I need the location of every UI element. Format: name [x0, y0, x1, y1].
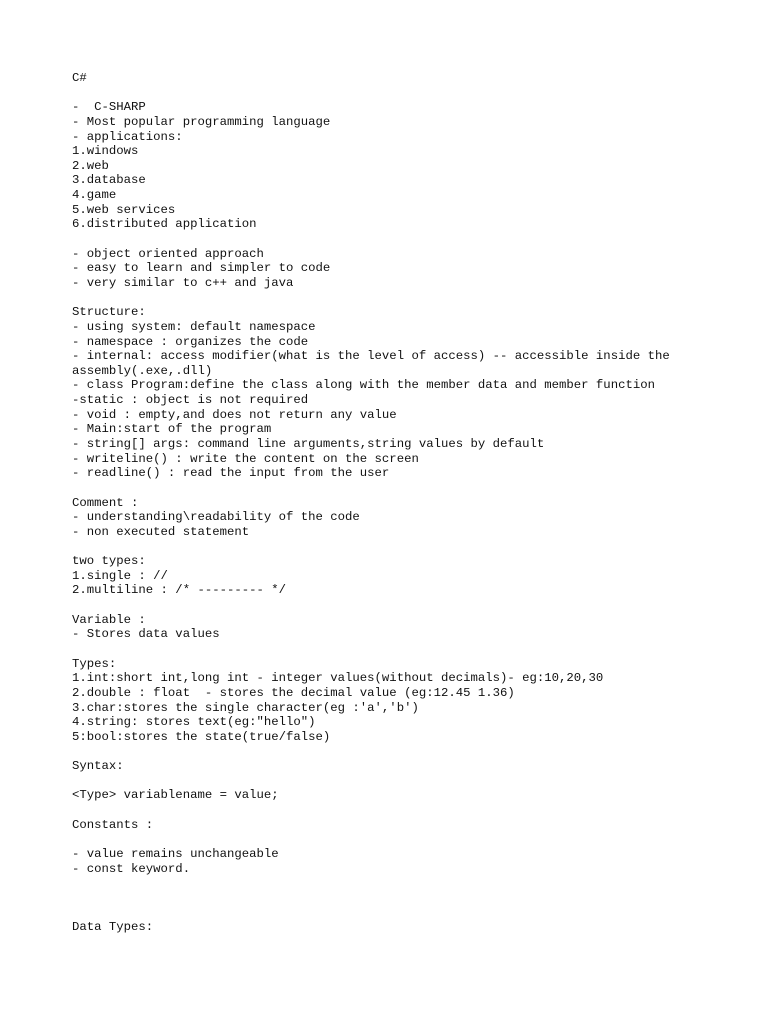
text-line: Structure:: [72, 305, 146, 320]
text-line: 2.web: [72, 158, 109, 173]
paragraph-gap: [72, 291, 712, 306]
text-line: - Most popular programming language: [72, 114, 331, 129]
paragraph-gap: [72, 598, 712, 613]
text-line: 3.char:stores the single character(eg :'a','b'): [72, 700, 419, 715]
text-line: 4.game: [72, 188, 117, 203]
text-line: - value remains unchangeable: [72, 846, 279, 861]
text-block: [72, 891, 712, 906]
text-line: - class Program:define the class along with the member data and member function: [72, 378, 655, 393]
text-line: 1.single : //: [72, 568, 168, 583]
text-line: - string[] args: command line arguments,string values by default: [72, 437, 545, 452]
text-line: - understanding\readability of the code: [72, 510, 360, 525]
paragraph-gap: [72, 540, 712, 555]
text-line: two types:: [72, 554, 146, 569]
text-line: - const keyword.: [72, 861, 191, 876]
paragraph-gap: [72, 774, 712, 789]
text-line: 1.windows: [72, 144, 139, 159]
paragraph-gap: [72, 803, 712, 818]
text-line: - non executed statement: [72, 524, 250, 539]
text-line: - namespace : organizes the code: [72, 334, 309, 349]
paragraph-gap: [72, 86, 712, 101]
text-block: [72, 847, 712, 876]
document-body: [72, 71, 712, 935]
text-line: <Type> variablename = value;: [72, 788, 279, 803]
paragraph-gap: [72, 876, 712, 891]
text-line: - object oriented approach: [72, 246, 264, 261]
text-block: [72, 759, 712, 774]
text-line: - readline() : read the input from the user: [72, 466, 390, 481]
text-block: [72, 496, 712, 540]
text-line: C#: [72, 71, 87, 85]
paragraph-gap: [72, 906, 712, 921]
text-block: [72, 100, 712, 232]
text-block: [72, 71, 712, 86]
text-line: Variable :: [72, 612, 146, 627]
text-block: [72, 554, 712, 598]
text-line: - using system: default namespace: [72, 319, 316, 334]
text-line: 4.string: stores text(eg:"hello"): [72, 715, 316, 730]
text-line: Data Types:: [72, 920, 154, 935]
paragraph-gap: [72, 642, 712, 657]
text-block: [72, 613, 712, 642]
text-line: - applications:: [72, 129, 183, 144]
text-line: - easy to learn and simpler to code: [72, 261, 331, 276]
text-block: [72, 818, 712, 833]
text-line: Constants :: [72, 817, 154, 832]
text-line: 5.web services: [72, 202, 176, 217]
text-block: [72, 305, 712, 481]
text-line: [72, 891, 712, 906]
text-line: 5:bool:stores the state(true/false): [72, 729, 331, 744]
text-line: - very similar to c++ and java: [72, 275, 294, 290]
text-line: 2.multiline : /* --------- */: [72, 583, 287, 598]
text-line: - Stores data values: [72, 627, 220, 642]
text-line: -static : object is not required: [72, 393, 309, 408]
text-line: Comment :: [72, 495, 139, 510]
text-line: - Main:start of the program: [72, 422, 272, 437]
text-line: Types:: [72, 656, 117, 671]
text-line: assembly(.exe,.dll): [72, 363, 213, 378]
text-line: 3.database: [72, 173, 146, 188]
text-line: - void : empty,and does not return any value: [72, 407, 397, 422]
paragraph-gap: [72, 832, 712, 847]
text-line: - writeline() : write the content on the screen: [72, 451, 419, 466]
paragraph-gap: [72, 481, 712, 496]
text-block: [72, 247, 712, 291]
text-line: 2.double : float - stores the decimal value (eg:12.45 1.36): [72, 685, 515, 700]
text-block: [72, 657, 712, 745]
text-line: 1.int:short int,long int - integer values(without decimals)- eg:10,20,30: [72, 671, 604, 686]
text-block: [72, 788, 712, 803]
text-block: [72, 920, 712, 935]
text-line: - internal: access modifier(what is the level of access) -- accessible inside the: [72, 349, 670, 364]
paragraph-gap: [72, 744, 712, 759]
paragraph-gap: [72, 232, 712, 247]
text-line: - C-SHARP: [72, 100, 146, 115]
text-line: 6.distributed application: [72, 217, 257, 232]
text-line: Syntax:: [72, 759, 124, 774]
